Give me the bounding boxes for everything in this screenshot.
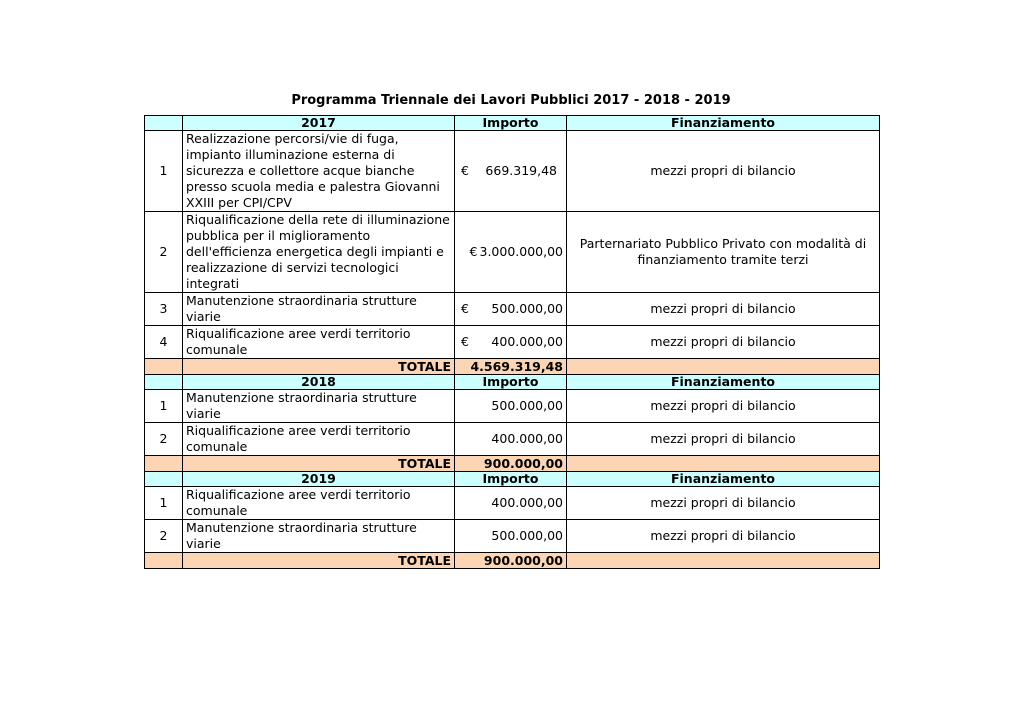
table-row <box>145 326 880 359</box>
row-finanziamento: mezzi propri di bilancio <box>567 390 880 423</box>
total-label: TOTALE <box>183 359 455 375</box>
row-finanziamento: Parternariato Pubblico Privato con modalità di finanziamento tramite terzi <box>567 212 880 293</box>
row-number: 3 <box>145 293 183 326</box>
row-importo <box>455 212 567 293</box>
row-finanziamento: mezzi propri di bilancio <box>567 520 880 553</box>
table-row <box>145 131 880 212</box>
row-description: Riqualificazione aree verdi territorio comunale <box>183 326 455 359</box>
table-row <box>145 293 880 326</box>
year-header: 2019 <box>183 472 455 487</box>
row-importo <box>455 131 567 212</box>
row-finanziamento: mezzi propri di bilancio <box>567 131 880 212</box>
row-importo-value: 400.000,00 <box>491 334 563 349</box>
table-row <box>145 423 880 456</box>
row-importo: 400.000,00 <box>455 487 567 520</box>
total-label: TOTALE <box>183 456 455 472</box>
row-description: Manutenzione straordinaria strutture viarie <box>183 293 455 326</box>
row-importo <box>455 326 567 359</box>
year-header: 2017 <box>183 116 455 131</box>
row-importo: 500.000,00 <box>455 520 567 553</box>
row-description: Manutenzione straordinaria strutture viarie <box>183 390 455 423</box>
row-importo: 400.000,00 <box>455 423 567 456</box>
row-description: Riqualificazione aree verdi territorio comunale <box>183 487 455 520</box>
row-importo <box>455 293 567 326</box>
table-row <box>145 212 880 293</box>
row-description: Manutenzione straordinaria strutture viarie <box>183 520 455 553</box>
section-header-2017 <box>145 116 880 131</box>
row-finanziamento: mezzi propri di bilancio <box>567 293 880 326</box>
euro-symbol: € <box>469 244 478 259</box>
row-finanziamento: mezzi propri di bilancio <box>567 423 880 456</box>
total-amount: 900.000,00 <box>455 456 567 472</box>
row-number: 1 <box>145 131 183 212</box>
finanziamento-header: Finanziamento <box>567 375 880 390</box>
importo-header: Importo <box>455 375 567 390</box>
euro-symbol: € <box>461 301 469 316</box>
importo-header: Importo <box>455 472 567 487</box>
row-description: Riqualificazione aree verdi territorio comunale <box>183 423 455 456</box>
row-importo-value: 500.000,00 <box>491 301 563 316</box>
row-description: Realizzazione percorsi/vie di fuga, impianto illuminazione esterna di sicurezza e collettore acque bianche presso scuola media e palestra Giovanni XXIII per CPI/CPV <box>183 131 455 212</box>
header-blank <box>145 472 183 487</box>
total-blank <box>145 553 183 569</box>
row-number: 2 <box>145 423 183 456</box>
row-importo: 500.000,00 <box>455 390 567 423</box>
total-blank <box>567 359 880 375</box>
table-row <box>145 487 880 520</box>
total-row-2018 <box>145 456 880 472</box>
year-header: 2018 <box>183 375 455 390</box>
header-blank <box>145 375 183 390</box>
euro-symbol: € <box>461 163 469 178</box>
total-blank <box>567 456 880 472</box>
table-row <box>145 520 880 553</box>
total-row-2019 <box>145 553 880 569</box>
finanziamento-header: Finanziamento <box>567 472 880 487</box>
euro-symbol: € <box>461 334 469 349</box>
total-amount: 4.569.319,48 <box>455 359 567 375</box>
row-finanziamento: mezzi propri di bilancio <box>567 326 880 359</box>
table-row <box>145 390 880 423</box>
row-number: 2 <box>145 212 183 293</box>
page-title: Programma Triennale dei Lavori Pubblici 2017 - 2018 - 2019 <box>291 93 731 108</box>
row-finanziamento: mezzi propri di bilancio <box>567 487 880 520</box>
importo-header: Importo <box>455 116 567 131</box>
row-number: 1 <box>145 390 183 423</box>
total-row-2017 <box>145 359 880 375</box>
program-table <box>144 115 880 569</box>
row-importo-value: 669.319,48 <box>485 163 557 178</box>
finanziamento-header: Finanziamento <box>567 116 880 131</box>
section-header-2018 <box>145 375 880 390</box>
row-number: 1 <box>145 487 183 520</box>
total-label: TOTALE <box>183 553 455 569</box>
total-blank <box>145 359 183 375</box>
row-description: Riqualificazione della rete di illuminazione pubblica per il miglioramento dell'efficienza energetica degli impianti e realizzazione di servizi tecnologici integrati <box>183 212 455 293</box>
total-blank <box>567 553 880 569</box>
total-amount: 900.000,00 <box>455 553 567 569</box>
header-blank <box>145 116 183 131</box>
row-number: 4 <box>145 326 183 359</box>
total-blank <box>145 456 183 472</box>
row-importo-value: 3.000.000,00 <box>479 244 563 259</box>
section-header-2019 <box>145 472 880 487</box>
row-number: 2 <box>145 520 183 553</box>
